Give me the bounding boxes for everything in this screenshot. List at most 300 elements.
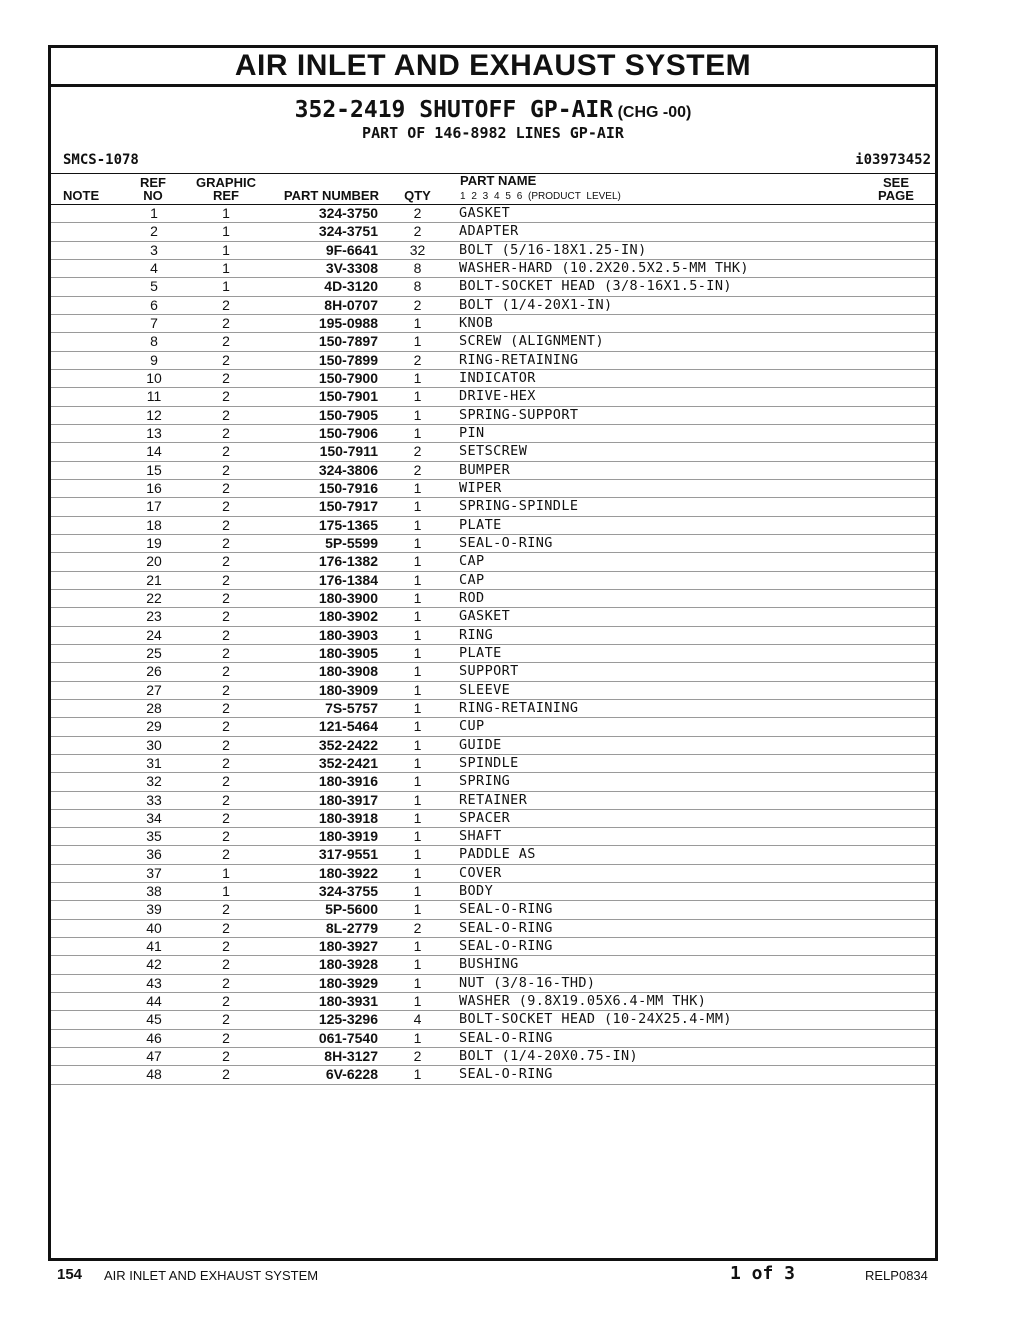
qty-cell: 2 bbox=[413, 223, 422, 240]
part-number-cell: 7S-5757 bbox=[325, 699, 378, 716]
graphic-ref-cell: 2 bbox=[222, 516, 230, 533]
part-name-cell: ROD bbox=[459, 589, 485, 606]
ref-no-cell: 4 bbox=[150, 259, 158, 276]
part-name-cell: SUPPORT bbox=[459, 663, 519, 680]
table-row bbox=[51, 407, 935, 425]
part-number-cell: 150-7899 bbox=[318, 351, 378, 368]
part-name-cell: SEAL-O-RING bbox=[459, 901, 553, 918]
qty-cell: 2 bbox=[413, 205, 422, 221]
ref-no-cell: 39 bbox=[146, 901, 162, 918]
table-row bbox=[51, 663, 935, 681]
ref-no-cell: 48 bbox=[146, 1066, 162, 1083]
table-row bbox=[51, 920, 935, 938]
part-name-cell: SETSCREW bbox=[459, 443, 528, 460]
part-name-cell: DRIVE-HEX bbox=[459, 388, 536, 405]
part-of-line: PART OF 146-8982 LINES GP-AIR bbox=[362, 124, 624, 142]
graphic-ref-cell: 2 bbox=[222, 1048, 230, 1065]
part-name-cell: BUSHING bbox=[459, 956, 519, 973]
group-heading bbox=[51, 96, 935, 124]
table-row bbox=[51, 1066, 935, 1084]
graphic-ref-cell: 1 bbox=[222, 278, 230, 295]
table-row bbox=[51, 608, 935, 626]
table-row bbox=[51, 297, 935, 315]
ref-no-cell: 16 bbox=[146, 479, 162, 496]
part-name-cell: SEAL-O-RING bbox=[459, 1066, 553, 1083]
ref-no-cell: 9 bbox=[150, 351, 158, 368]
part-name-cell: PADDLE AS bbox=[459, 846, 536, 863]
ref-no-cell: 6 bbox=[150, 296, 158, 313]
ref-no-cell: 33 bbox=[146, 791, 162, 808]
qty-cell: 1 bbox=[413, 901, 422, 918]
table-row bbox=[51, 260, 935, 278]
header-part-number: PART NUMBER bbox=[283, 188, 379, 203]
part-number-cell: 180-3918 bbox=[318, 809, 378, 826]
part-number-cell: 195-0988 bbox=[318, 314, 378, 331]
qty-cell: 1 bbox=[413, 498, 422, 515]
part-number-cell: 180-3909 bbox=[318, 681, 378, 698]
ref-no-cell: 41 bbox=[146, 938, 162, 955]
footer-page-number: 154 bbox=[57, 1266, 83, 1283]
part-number-cell: 180-3929 bbox=[318, 974, 378, 991]
ref-no-cell: 36 bbox=[146, 846, 162, 863]
part-name-cell: BOLT-SOCKET HEAD (10-24X25.4-MM) bbox=[459, 1011, 732, 1028]
part-name-cell: SEAL-O-RING bbox=[459, 1029, 553, 1046]
table-row bbox=[51, 315, 935, 333]
ref-no-cell: 27 bbox=[146, 681, 162, 698]
qty-cell: 1 bbox=[413, 883, 422, 900]
part-number-cell: 8H-3127 bbox=[324, 1048, 378, 1065]
part-number-cell: 180-3931 bbox=[318, 993, 378, 1010]
part-number-cell: 150-7917 bbox=[318, 498, 378, 515]
part-name-cell: PIN bbox=[459, 424, 485, 441]
table-row bbox=[51, 572, 935, 590]
qty-cell: 1 bbox=[413, 663, 422, 680]
qty-cell: 1 bbox=[413, 333, 422, 350]
table-row bbox=[51, 1048, 935, 1066]
graphic-ref-cell: 2 bbox=[222, 1029, 230, 1046]
ref-no-cell: 11 bbox=[146, 388, 162, 405]
graphic-ref-cell: 2 bbox=[222, 333, 230, 350]
ref-no-cell: 30 bbox=[146, 736, 162, 753]
header-part-name: PART NAME bbox=[460, 173, 537, 188]
part-number-cell: 180-3905 bbox=[318, 644, 378, 661]
part-name-cell: INDICATOR bbox=[459, 369, 536, 386]
table-row bbox=[51, 810, 935, 828]
part-number-cell: 8L-2779 bbox=[325, 919, 378, 936]
part-name-cell: SCREW (ALIGNMENT) bbox=[459, 333, 604, 350]
part-name-cell: SEAL-O-RING bbox=[459, 938, 553, 955]
table-row bbox=[51, 535, 935, 553]
header-qty: QTY bbox=[404, 188, 431, 203]
part-number-cell: 150-7911 bbox=[319, 443, 378, 460]
graphic-ref-cell: 2 bbox=[222, 479, 230, 496]
qty-cell: 1 bbox=[413, 809, 422, 826]
part-name-cell: WASHER-HARD (10.2X20.5X2.5-MM THK) bbox=[459, 259, 749, 276]
ref-no-cell: 38 bbox=[146, 883, 162, 900]
table-row bbox=[51, 480, 935, 498]
header-note: NOTE bbox=[63, 188, 100, 203]
graphic-ref-cell: 2 bbox=[222, 754, 230, 771]
part-number-cell: 180-3908 bbox=[318, 663, 378, 680]
graphic-ref-cell: 2 bbox=[222, 938, 230, 955]
graphic-ref-cell: 2 bbox=[222, 424, 230, 441]
part-number-cell: 150-7906 bbox=[318, 424, 378, 441]
graphic-ref-cell: 2 bbox=[222, 461, 230, 478]
ref-no-cell: 28 bbox=[146, 699, 162, 716]
table-row bbox=[51, 1030, 935, 1048]
qty-cell: 1 bbox=[413, 571, 422, 588]
part-name-cell: SHAFT bbox=[459, 828, 502, 845]
part-number-cell: 180-3916 bbox=[318, 773, 378, 790]
graphic-ref-cell: 2 bbox=[222, 828, 230, 845]
qty-cell: 1 bbox=[413, 589, 422, 606]
qty-cell: 1 bbox=[413, 406, 422, 423]
graphic-ref-cell: 2 bbox=[222, 1011, 230, 1028]
part-name-cell: SLEEVE bbox=[459, 681, 511, 698]
table-row bbox=[51, 352, 935, 370]
graphic-ref-cell: 2 bbox=[222, 351, 230, 368]
graphic-ref-cell: 2 bbox=[222, 644, 230, 661]
part-number-cell: 180-3900 bbox=[318, 589, 378, 606]
qty-cell: 2 bbox=[413, 296, 422, 313]
header-ref-bottom: NO bbox=[143, 188, 163, 203]
qty-cell: 1 bbox=[413, 736, 422, 753]
ref-no-cell: 13 bbox=[146, 424, 162, 441]
qty-cell: 4 bbox=[413, 1011, 422, 1028]
part-number-cell: 180-3927 bbox=[318, 938, 378, 955]
graphic-ref-cell: 2 bbox=[222, 369, 230, 386]
graphic-ref-cell: 2 bbox=[222, 809, 230, 826]
table-row bbox=[51, 333, 935, 351]
graphic-ref-cell: 2 bbox=[222, 736, 230, 753]
qty-cell: 1 bbox=[413, 846, 422, 863]
part-number-cell: 4D-3120 bbox=[324, 278, 378, 295]
part-number-cell: 352-2421 bbox=[318, 754, 378, 771]
qty-cell: 1 bbox=[413, 644, 422, 661]
table-row bbox=[51, 553, 935, 571]
ref-no-cell: 3 bbox=[150, 241, 158, 258]
change-level: (CHG -00) bbox=[617, 104, 692, 121]
table-row bbox=[51, 883, 935, 901]
part-number-cell: 324-3750 bbox=[318, 205, 378, 221]
qty-cell: 1 bbox=[413, 754, 422, 771]
table-row bbox=[51, 938, 935, 956]
part-name-cell: RING bbox=[459, 626, 494, 643]
part-name-cell: ADAPTER bbox=[459, 223, 519, 240]
qty-cell: 1 bbox=[413, 681, 422, 698]
part-name-cell: GASKET bbox=[459, 608, 511, 625]
ref-no-cell: 12 bbox=[146, 406, 162, 423]
table-row bbox=[51, 1011, 935, 1029]
table-header bbox=[51, 173, 935, 205]
table-row bbox=[51, 792, 935, 810]
part-number-cell: 176-1384 bbox=[318, 571, 378, 588]
table-row bbox=[51, 682, 935, 700]
part-number-cell: 180-3919 bbox=[318, 828, 378, 845]
part-number-cell: 150-7897 bbox=[318, 333, 378, 350]
part-name-cell: BOLT (1/4-20X0.75-IN) bbox=[459, 1048, 639, 1065]
graphic-ref-cell: 2 bbox=[222, 699, 230, 716]
part-name-cell: SEAL-O-RING bbox=[459, 534, 553, 551]
part-number-cell: 176-1382 bbox=[318, 553, 378, 570]
part-name-cell: SPRING-SUPPORT bbox=[459, 406, 579, 423]
qty-cell: 1 bbox=[413, 718, 422, 735]
qty-cell: 2 bbox=[413, 443, 422, 460]
table-row bbox=[51, 425, 935, 443]
part-name-cell: BOLT (1/4-20X1-IN) bbox=[459, 296, 613, 313]
ref-no-cell: 15 bbox=[146, 461, 162, 478]
table-row bbox=[51, 498, 935, 516]
qty-cell: 8 bbox=[413, 259, 422, 276]
part-number-cell: 324-3755 bbox=[318, 883, 378, 900]
part-number-cell: 121-5464 bbox=[318, 718, 378, 735]
part-name-cell: CAP bbox=[459, 553, 485, 570]
table-row bbox=[51, 901, 935, 919]
part-number-cell: 150-7901 bbox=[318, 388, 378, 405]
ref-no-cell: 43 bbox=[146, 974, 162, 991]
part-name-cell: PLATE bbox=[459, 516, 502, 533]
part-number-cell: 175-1365 bbox=[318, 516, 378, 533]
graphic-ref-cell: 2 bbox=[222, 534, 230, 551]
qty-cell: 2 bbox=[413, 1048, 422, 1065]
table-row bbox=[51, 205, 935, 223]
graphic-ref-cell: 1 bbox=[222, 205, 230, 221]
part-number-cell: 8H-0707 bbox=[324, 296, 378, 313]
graphic-ref-cell: 2 bbox=[222, 974, 230, 991]
graphic-ref-cell: 2 bbox=[222, 388, 230, 405]
ref-no-cell: 45 bbox=[146, 1011, 162, 1028]
qty-cell: 1 bbox=[413, 828, 422, 845]
part-number-cell: 5P-5599 bbox=[325, 534, 378, 551]
qty-cell: 2 bbox=[413, 461, 422, 478]
qty-cell: 1 bbox=[413, 773, 422, 790]
part-number-cell: 180-3928 bbox=[318, 956, 378, 973]
graphic-ref-cell: 2 bbox=[222, 663, 230, 680]
ref-no-cell: 47 bbox=[146, 1048, 162, 1065]
table-row bbox=[51, 718, 935, 736]
page-title: AIR INLET AND EXHAUST SYSTEM bbox=[234, 49, 752, 82]
qty-cell: 1 bbox=[413, 993, 422, 1010]
part-name-cell: KNOB bbox=[459, 314, 494, 331]
part-number-cell: 5P-5600 bbox=[325, 901, 378, 918]
graphic-ref-cell: 2 bbox=[222, 406, 230, 423]
part-name-cell: CUP bbox=[459, 718, 485, 735]
part-number-cell: 180-3903 bbox=[318, 626, 378, 643]
ref-no-cell: 18 bbox=[146, 516, 162, 533]
part-name-cell: CAP bbox=[459, 571, 485, 588]
ref-no-cell: 21 bbox=[146, 571, 162, 588]
group-number-name: 352-2419 SHUTOFF GP-AIR bbox=[294, 97, 614, 123]
graphic-ref-cell: 2 bbox=[222, 314, 230, 331]
part-name-cell: GUIDE bbox=[459, 736, 502, 753]
table-row bbox=[51, 993, 935, 1011]
ref-no-cell: 7 bbox=[150, 314, 158, 331]
graphic-ref-cell: 2 bbox=[222, 1066, 230, 1083]
graphic-ref-cell: 2 bbox=[222, 773, 230, 790]
table-row bbox=[51, 700, 935, 718]
qty-cell: 32 bbox=[409, 241, 426, 258]
part-number-cell: 150-7900 bbox=[318, 369, 378, 386]
table-row bbox=[51, 846, 935, 864]
table-row bbox=[51, 223, 935, 241]
qty-cell: 1 bbox=[413, 314, 422, 331]
graphic-ref-cell: 1 bbox=[222, 864, 230, 881]
part-name-cell: WASHER (9.8X19.05X6.4-MM THK) bbox=[459, 993, 707, 1010]
part-number-cell: 180-3922 bbox=[318, 864, 378, 881]
part-name-cell: SPRING-SPINDLE bbox=[459, 498, 579, 515]
qty-cell: 1 bbox=[413, 479, 422, 496]
qty-cell: 1 bbox=[413, 938, 422, 955]
table-row bbox=[51, 975, 935, 993]
header-graphic-bottom: REF bbox=[213, 188, 239, 203]
ref-no-cell: 25 bbox=[146, 644, 162, 661]
table-row bbox=[51, 627, 935, 645]
identifier-row bbox=[51, 149, 935, 173]
ref-no-cell: 14 bbox=[146, 443, 162, 460]
ref-no-cell: 42 bbox=[146, 956, 162, 973]
qty-cell: 1 bbox=[413, 974, 422, 991]
qty-cell: 1 bbox=[413, 516, 422, 533]
part-name-cell: RING-RETAINING bbox=[459, 699, 579, 716]
qty-cell: 8 bbox=[413, 278, 422, 295]
ref-no-cell: 10 bbox=[146, 369, 162, 386]
qty-cell: 1 bbox=[413, 864, 422, 881]
ref-no-cell: 19 bbox=[146, 534, 162, 551]
table-row bbox=[51, 755, 935, 773]
footer-sheet-count: 1 of 3 bbox=[730, 1263, 796, 1284]
part-number-cell: 150-7905 bbox=[318, 406, 378, 423]
qty-cell: 1 bbox=[413, 1029, 422, 1046]
graphic-ref-cell: 2 bbox=[222, 791, 230, 808]
part-name-cell: WIPER bbox=[459, 479, 502, 496]
header-product-level: 1 2 3 4 5 6 (PRODUCT LEVEL) bbox=[460, 191, 621, 202]
qty-cell: 1 bbox=[413, 1066, 422, 1083]
ref-no-cell: 17 bbox=[146, 498, 162, 515]
ref-no-cell: 24 bbox=[146, 626, 162, 643]
graphic-ref-cell: 2 bbox=[222, 571, 230, 588]
part-number-cell: 150-7916 bbox=[318, 479, 378, 496]
part-number-cell: 6V-6228 bbox=[325, 1066, 378, 1083]
table-row bbox=[51, 462, 935, 480]
ref-no-cell: 23 bbox=[146, 608, 162, 625]
ref-no-cell: 35 bbox=[146, 828, 162, 845]
part-number-cell: 061-7540 bbox=[318, 1029, 378, 1046]
table-row bbox=[51, 242, 935, 260]
table-row bbox=[51, 645, 935, 663]
part-number-cell: 125-3296 bbox=[318, 1011, 378, 1028]
graphic-ref-cell: 2 bbox=[222, 443, 230, 460]
illustration-id: i03973452 bbox=[855, 152, 931, 168]
part-number-cell: 324-3806 bbox=[318, 461, 378, 478]
part-number-cell: 317-9551 bbox=[318, 846, 378, 863]
graphic-ref-cell: 2 bbox=[222, 993, 230, 1010]
header-ref-top: REF bbox=[140, 175, 166, 190]
qty-cell: 1 bbox=[413, 699, 422, 716]
qty-cell: 1 bbox=[413, 369, 422, 386]
ref-no-cell: 5 bbox=[150, 278, 158, 295]
ref-no-cell: 8 bbox=[150, 333, 158, 350]
qty-cell: 1 bbox=[413, 956, 422, 973]
table-row bbox=[51, 517, 935, 535]
graphic-ref-cell: 2 bbox=[222, 553, 230, 570]
header-graphic-top: GRAPHIC bbox=[196, 175, 256, 190]
ref-no-cell: 32 bbox=[146, 773, 162, 790]
part-name-cell: BUMPER bbox=[459, 461, 511, 478]
part-name-cell: GASKET bbox=[459, 205, 511, 221]
title-bar bbox=[51, 48, 935, 87]
qty-cell: 1 bbox=[413, 791, 422, 808]
table-row bbox=[51, 370, 935, 388]
graphic-ref-cell: 2 bbox=[222, 901, 230, 918]
qty-cell: 2 bbox=[413, 351, 422, 368]
graphic-ref-cell: 2 bbox=[222, 589, 230, 606]
qty-cell: 1 bbox=[413, 424, 422, 441]
table-row bbox=[51, 828, 935, 846]
table-row bbox=[51, 865, 935, 883]
part-name-cell: NUT (3/8-16-THD) bbox=[459, 974, 596, 991]
parts-table-body bbox=[51, 205, 935, 1085]
graphic-ref-cell: 2 bbox=[222, 296, 230, 313]
table-row bbox=[51, 278, 935, 296]
ref-no-cell: 26 bbox=[146, 663, 162, 680]
graphic-ref-cell: 2 bbox=[222, 626, 230, 643]
table-row bbox=[51, 956, 935, 974]
ref-no-cell: 37 bbox=[146, 864, 162, 881]
ref-no-cell: 40 bbox=[146, 919, 162, 936]
qty-cell: 2 bbox=[413, 919, 422, 936]
ref-no-cell: 29 bbox=[146, 718, 162, 735]
part-name-cell: SPINDLE bbox=[459, 754, 519, 771]
ref-no-cell: 22 bbox=[146, 589, 162, 606]
table-row bbox=[51, 388, 935, 406]
part-name-cell: PLATE bbox=[459, 644, 502, 661]
part-name-cell: SEAL-O-RING bbox=[459, 919, 553, 936]
part-number-cell: 9F-6641 bbox=[325, 241, 378, 258]
part-name-cell: BOLT (5/16-18X1.25-IN) bbox=[459, 241, 647, 258]
qty-cell: 1 bbox=[413, 626, 422, 643]
table-row bbox=[51, 737, 935, 755]
qty-cell: 1 bbox=[413, 553, 422, 570]
graphic-ref-cell: 2 bbox=[222, 846, 230, 863]
table-row bbox=[51, 590, 935, 608]
graphic-ref-cell: 2 bbox=[222, 498, 230, 515]
table-row bbox=[51, 443, 935, 461]
ref-no-cell: 46 bbox=[146, 1029, 162, 1046]
ref-no-cell: 1 bbox=[150, 205, 158, 221]
qty-cell: 1 bbox=[413, 608, 422, 625]
parts-list-frame bbox=[48, 45, 938, 1261]
part-number-cell: 352-2422 bbox=[318, 736, 378, 753]
graphic-ref-cell: 2 bbox=[222, 956, 230, 973]
part-number-cell: 3V-3308 bbox=[325, 259, 378, 276]
graphic-ref-cell: 2 bbox=[222, 681, 230, 698]
qty-cell: 1 bbox=[413, 534, 422, 551]
part-name-cell: RING-RETAINING bbox=[459, 351, 579, 368]
part-number-cell: 180-3902 bbox=[318, 608, 378, 625]
smcs-code: SMCS-1078 bbox=[63, 152, 139, 168]
ref-no-cell: 31 bbox=[146, 754, 162, 771]
graphic-ref-cell: 1 bbox=[222, 223, 230, 240]
table-row bbox=[51, 773, 935, 791]
graphic-ref-cell: 1 bbox=[222, 883, 230, 900]
ref-no-cell: 34 bbox=[146, 809, 162, 826]
part-number-cell: 180-3917 bbox=[318, 791, 378, 808]
part-number-cell: 324-3751 bbox=[318, 223, 378, 240]
ref-no-cell: 20 bbox=[146, 553, 162, 570]
part-name-cell: SPACER bbox=[459, 809, 511, 826]
header-see-top: SEE bbox=[882, 175, 909, 190]
footer-section: AIR INLET AND EXHAUST SYSTEM bbox=[104, 1268, 319, 1283]
